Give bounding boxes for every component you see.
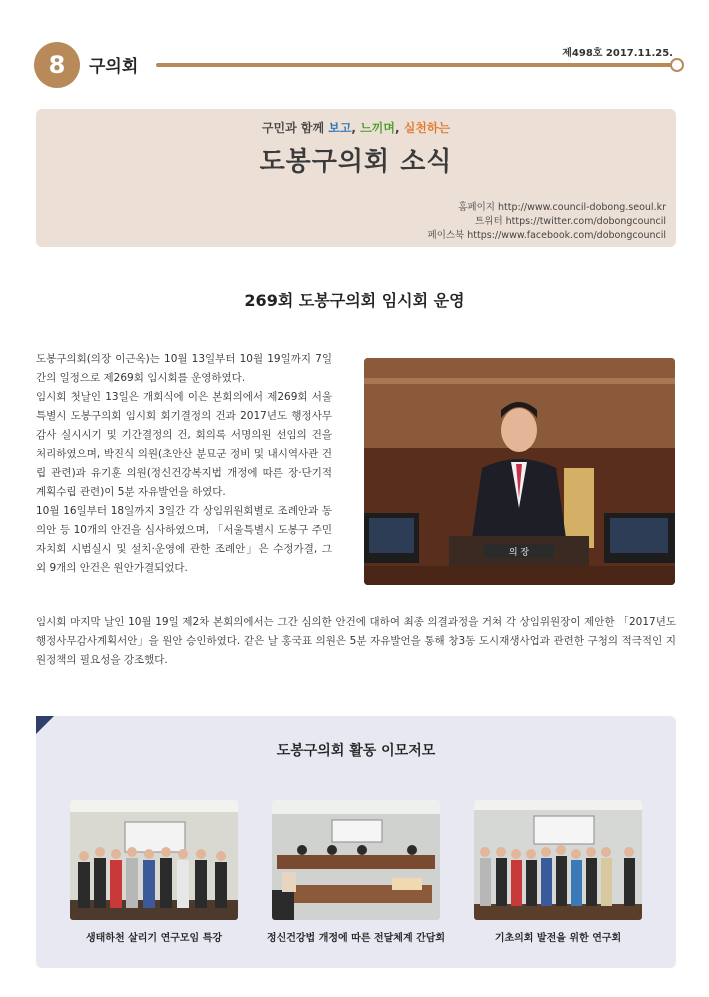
article-paragraph-1: 도봉구의회(의장 이근옥)는 10월 13일부터 10월 19일까지 7일간의 일정으로 제269회 임시회를 운영하였다.	[36, 353, 332, 384]
article-body-column	[36, 350, 332, 578]
twitter-link[interactable]: 트위터 https://twitter.com/dobongcouncil	[475, 216, 666, 227]
slogan-feel: 느끼며	[360, 121, 395, 135]
podium-sign-text: 의 장	[508, 548, 530, 558]
banner-links	[428, 201, 666, 243]
slogan-see: 보고	[328, 121, 352, 135]
header-divider	[156, 63, 676, 67]
news-banner	[36, 109, 676, 247]
header-divider-dot	[670, 58, 684, 72]
page-number-badge: 8	[34, 42, 80, 88]
banner-title: 도봉구의회 소식	[259, 147, 453, 177]
slogan-prefix: 구민과 함께	[261, 121, 329, 135]
gallery-photo-2	[272, 800, 440, 920]
gallery-title: 도봉구의회 활동 이모저모	[276, 743, 436, 759]
article-paragraph-2: 임시회 첫날인 13일은 개회식에 이은 본회의에서 제269회 서울특별시 도봉구의회 임시회 회기결정의 건과 2017년도 행정사무감사 실시시기 및 기간결정의 건, 회의록 서명의원 선임의 건을 처리하였으며, 박진식 의원(초안산 분묘군 정비 및 내시역사관 건립 관련)과 유기훈 의원(정신건강복지법 개정에 따른 장·단기적 계획수립 관련)이 5분 자유발언을 하였다.	[36, 391, 332, 498]
facebook-link[interactable]: 페이스북 https://www.facebook.com/dobongcouncil	[427, 230, 666, 241]
gallery-corner-accent	[36, 716, 54, 734]
slogan-sep2: ,	[394, 121, 404, 135]
slogan-sep1: ,	[351, 121, 361, 135]
gallery-caption-1: 생태하천 살리기 연구모임 특강	[85, 933, 223, 944]
gallery-photo-1	[70, 800, 238, 920]
slogan-act: 실천하는	[403, 121, 451, 135]
article-paragraph-4: 임시회 마지막 날인 10월 19일 제2차 본회의에서는 그간 심의한 안건에 대하여 최종 의결과정을 거쳐 각 상임위원장이 제안한 「2017년도 행정사무감사계획서안」을 원안 승인하였다. 같은 날 홍국표 의원은 5분 자유발언을 통해 창3동 도시재생사업과 관련한 구청의 적극적인 지원정책의 필요성을 강조했다.	[36, 616, 676, 666]
article-paragraph-3: 10월 16일부터 18일까지 3일간 각 상임위원회별로 조례안과 동의안 등 10개의 안건을 심사하였으며, 「서울특별시 도봉구 주민자치회 시범실시 및 설치·운영에 관한 조례안」은 수정가결, 그 외 9개의 안건은 원안가결되었다.	[36, 505, 332, 574]
activity-gallery	[36, 716, 676, 968]
gallery-caption-2: 정신건강법 개정에 따른 전달체계 간담회	[266, 933, 446, 944]
gallery-photo-3	[474, 800, 642, 920]
issue-date: 제498호 2017.11.25.	[562, 48, 673, 59]
article-title: 269회 도봉구의회 임시회 운영	[244, 291, 465, 310]
banner-slogan	[36, 119, 676, 136]
chairman-speech-photo	[364, 358, 675, 585]
gallery-caption-3: 기초의회 발전을 위한 연구회	[494, 933, 622, 944]
homepage-link[interactable]: 홈페이지 http://www.council-dobong.seoul.kr	[458, 202, 666, 213]
section-title: 구의회	[89, 57, 139, 77]
